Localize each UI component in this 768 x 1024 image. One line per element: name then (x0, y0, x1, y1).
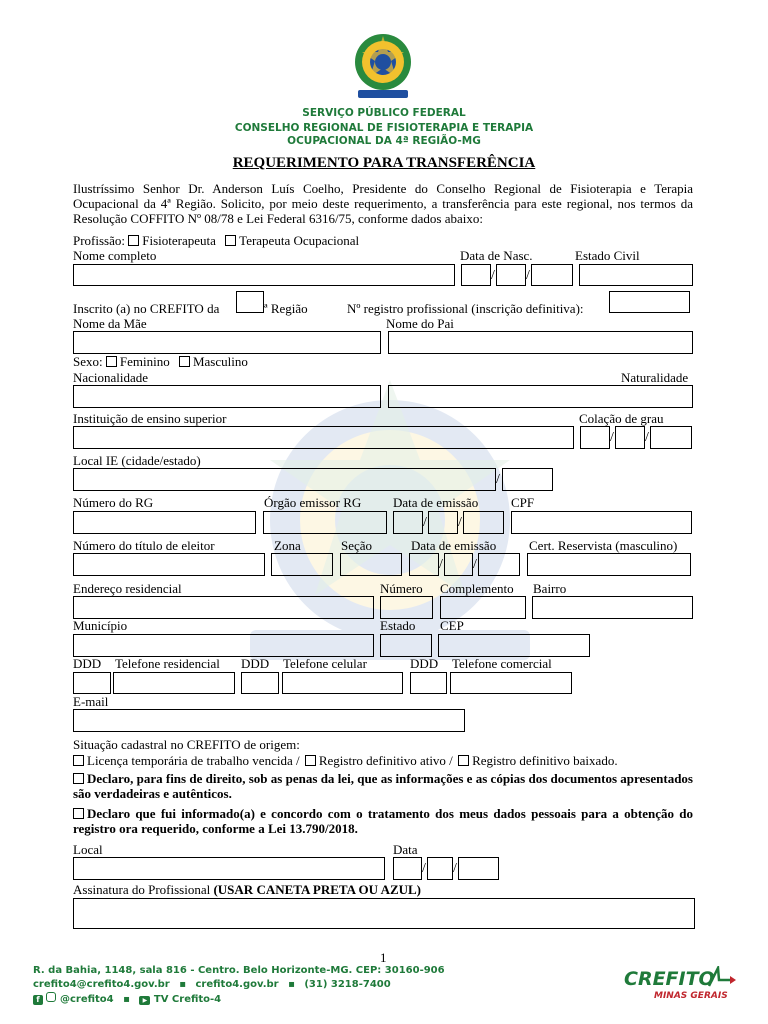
sexo-row (73, 354, 248, 369)
crefito-logo (624, 966, 744, 1006)
nome-mae-field[interactable] (73, 331, 381, 354)
local-label: Local (73, 842, 103, 857)
ddd-2-label: DDD (241, 656, 270, 671)
situacao-options (73, 753, 618, 768)
titulo-emissao-month-field[interactable] (444, 553, 473, 576)
instagram-icon[interactable] (46, 992, 56, 1002)
assinatura-label: Assinatura do Profissional (73, 882, 211, 897)
ddd-1-label: DDD (73, 656, 102, 671)
reservista-label: Cert. Reservista (masculino) (529, 538, 678, 553)
youtube-icon[interactable]: ▶ (139, 996, 150, 1005)
declaracao-1 (73, 771, 693, 801)
rg-emissao-day-field[interactable] (393, 511, 423, 534)
bairro-label: Bairro (533, 581, 567, 596)
estado-civil-field[interactable] (579, 264, 693, 286)
nacionalidade-label: Nacionalidade (73, 370, 149, 385)
date-separator: / (422, 861, 426, 876)
masculino-checkbox[interactable] (179, 356, 190, 367)
declaracao-2-text: Declaro que fui informado(a) e concordo com o tratamento dos meus dados pessoais para a obtenção do registro ora requerido, conforme a Lei 13.790/2018. (73, 806, 693, 836)
footer-social-line (33, 992, 221, 1006)
orgao-label: Órgão emissor RG (264, 495, 362, 510)
nome-pai-field[interactable] (388, 331, 693, 354)
tel-cel-label: Telefone celular (283, 656, 367, 671)
declaracao-2-checkbox[interactable] (73, 808, 84, 819)
date-separator: / (458, 515, 462, 530)
local-ie-label: Local IE (cidade/estado) (73, 453, 201, 468)
terapeuta-ocupacional-label: Terapeuta Ocupacional (239, 233, 360, 248)
assinatura-row (73, 882, 421, 897)
data-year-field[interactable] (458, 857, 499, 880)
inscrito-label: Inscrito (a) no CREFITO da (73, 301, 220, 316)
tel-res-field[interactable] (113, 672, 235, 694)
ddd-com-field[interactable] (410, 672, 447, 694)
rg-field[interactable] (73, 511, 256, 534)
assinatura-instruction: (USAR CANETA PRETA OU AZUL) (213, 882, 422, 897)
nome-completo-field[interactable] (73, 264, 455, 286)
secao-field[interactable] (340, 553, 402, 576)
header-line-1: SERVIÇO PÚBLICO FEDERAL (302, 107, 466, 119)
data-nasc-day-field[interactable] (461, 264, 491, 286)
date-separator: / (610, 430, 614, 445)
naturalidade-label: Naturalidade (621, 370, 689, 385)
tel-com-label: Telefone comercial (452, 656, 552, 671)
footer-social-handle[interactable]: @crefito4 (59, 994, 114, 1005)
footer-separator: ▪ (288, 979, 295, 990)
rg-label: Número do RG (73, 495, 154, 510)
footer-contact-line (33, 978, 391, 991)
licenca-vencida-label: Licença temporária de trabalho vencida / (87, 753, 300, 768)
data-nasc-month-field[interactable] (496, 264, 526, 286)
crefito-logo-subtitle: MINAS GERAIS (654, 991, 728, 1001)
coat-of-arms-logo (348, 30, 418, 102)
licenca-vencida-checkbox[interactable] (73, 755, 84, 766)
sexo-label: Sexo: (73, 354, 103, 369)
numero-field[interactable] (380, 596, 433, 619)
municipio-label: Município (73, 618, 128, 633)
terapeuta-ocupacional-checkbox[interactable] (225, 235, 236, 246)
date-separator: / (645, 430, 649, 445)
masculino-label: Masculino (192, 354, 248, 369)
endereco-label: Endereço residencial (73, 581, 182, 596)
footer-separator: ▪ (123, 994, 130, 1005)
nome-pai-label: Nome do Pai (386, 316, 454, 331)
date-separator: / (526, 268, 530, 283)
numero-label: Número (380, 581, 423, 596)
declaracao-2 (73, 806, 693, 836)
titulo-emissao-day-field[interactable] (409, 553, 439, 576)
cep-field[interactable] (438, 634, 590, 657)
nacionalidade-field[interactable] (73, 385, 381, 408)
feminino-label: Feminino (119, 354, 170, 369)
estado-label: Estado (380, 618, 416, 633)
regiao-label: ª Região (264, 301, 308, 316)
zona-label: Zona (274, 538, 301, 553)
data-nasc-year-field[interactable] (531, 264, 573, 286)
registro-baixado-checkbox[interactable] (458, 755, 469, 766)
registro-baixado-label: Registro definitivo baixado. (472, 753, 618, 768)
date-separator: / (439, 557, 443, 572)
feminino-checkbox[interactable] (106, 356, 117, 367)
situacao-label: Situação cadastral no CREFITO de origem: (73, 737, 300, 752)
ddd-res-field[interactable] (73, 672, 111, 694)
profissao-row (73, 233, 359, 248)
colacao-day-field[interactable] (580, 426, 610, 449)
colacao-month-field[interactable] (615, 426, 645, 449)
tel-com-field[interactable] (450, 672, 572, 694)
municipio-field[interactable] (73, 634, 374, 657)
crefito-logo-text: CREFITO (624, 968, 715, 990)
bairro-field[interactable] (532, 596, 693, 619)
footer-separator: ▪ (179, 979, 187, 990)
footer-address: R. da Bahia, 1148, sala 816 - Centro. Belo Horizonte-MG. CEP: 30160-906 (33, 965, 445, 976)
complemento-field[interactable] (440, 596, 526, 619)
cep-label: CEP (440, 618, 464, 633)
cpf-label: CPF (511, 495, 535, 510)
reservista-field[interactable] (527, 553, 691, 576)
header-line-2: CONSELHO REGIONAL DE FISIOTERAPIA E TERAPIA (234, 122, 534, 134)
registro-label: Nº registro profissional (inscrição definitiva): (347, 301, 584, 316)
page-number: 1 (380, 950, 387, 965)
page-title: REQUERIMENTO PARA TRANSFERÊNCIA (232, 155, 536, 171)
nome-mae-label: Nome da Mãe (73, 316, 147, 331)
secao-label: Seção (341, 538, 373, 553)
data-emissao-2-label: Data de emissão (411, 538, 497, 553)
titulo-field[interactable] (73, 553, 265, 576)
email-label: E-mail (73, 694, 109, 709)
date-separator: / (423, 515, 427, 530)
crefito-arrow-icon (706, 966, 736, 988)
city-state-separator: / (496, 472, 500, 487)
rg-emissao-year-field[interactable] (463, 511, 504, 534)
regiao-field[interactable] (236, 291, 264, 313)
date-separator: / (473, 557, 477, 572)
registro-ativo-checkbox[interactable] (305, 755, 316, 766)
header-line-3: OCUPACIONAL DA 4ª REGIÃO-MG (287, 135, 481, 147)
estado-civil-label: Estado Civil (575, 248, 640, 263)
tel-res-label: Telefone residencial (115, 656, 220, 671)
date-separator: / (453, 861, 457, 876)
declaracao-1-checkbox[interactable] (73, 773, 84, 784)
data-label: Data (393, 842, 418, 857)
footer-tv[interactable]: TV Crefito-4 (153, 994, 222, 1005)
cpf-field[interactable] (511, 511, 692, 534)
instituicao-label: Instituição de ensino superior (73, 411, 227, 426)
data-nasc-label: Data de Nasc. (460, 248, 533, 263)
assinatura-field[interactable] (73, 898, 695, 929)
profissao-label: Profissão: (73, 233, 125, 248)
registro-field[interactable] (609, 291, 690, 313)
endereco-field[interactable] (73, 596, 374, 619)
intro-paragraph: Ilustríssimo Senhor Dr. Anderson Luís Coelho, Presidente do Conselho Regional de Fisioterapia e Terapia Ocupacional da 4ª Região. Solicito, por meio deste requerimento, a transferência para este regional, nos termos da Resolução COFFITO Nº 08/78 e Lei Federal 6316/75, conforme dados abaixo: (73, 181, 693, 226)
ddd-cel-field[interactable] (241, 672, 279, 694)
complemento-label: Complemento (440, 581, 514, 596)
zona-field[interactable] (271, 553, 333, 576)
ddd-3-label: DDD (410, 656, 439, 671)
footer-phone: (31) 3218-7400 (304, 979, 391, 990)
footer-site[interactable]: crefito4.gov.br (195, 979, 279, 990)
data-month-field[interactable] (427, 857, 453, 880)
colacao-label: Colação de grau (579, 411, 664, 426)
registro-ativo-label: Registro definitivo ativo / (318, 753, 453, 768)
orgao-field[interactable] (263, 511, 387, 534)
colacao-year-field[interactable] (650, 426, 692, 449)
data-emissao-label: Data de emissão (393, 495, 479, 510)
naturalidade-field[interactable] (388, 385, 693, 408)
local-ie-city-field[interactable] (73, 468, 496, 491)
titulo-label: Número do título de eleitor (73, 538, 215, 553)
local-field[interactable] (73, 857, 385, 880)
facebook-icon[interactable]: f (33, 995, 43, 1005)
declaracao-1-text: Declaro, para fins de direito, sob as penas da lei, que as informações e as cópias dos documentos apresentados são verdadeiras e autênticos. (73, 771, 693, 801)
fisioterapeuta-checkbox[interactable] (128, 235, 139, 246)
email-field[interactable] (73, 709, 465, 732)
fisioterapeuta-label: Fisioterapeuta (142, 233, 216, 248)
local-ie-state-field[interactable] (502, 468, 553, 491)
estado-field[interactable] (380, 634, 432, 657)
date-separator: / (491, 268, 495, 283)
footer-email[interactable]: crefito4@crefito4.gov.br (33, 979, 170, 990)
titulo-emissao-year-field[interactable] (478, 553, 520, 576)
data-day-field[interactable] (393, 857, 422, 880)
tel-cel-field[interactable] (282, 672, 403, 694)
rg-emissao-month-field[interactable] (428, 511, 458, 534)
nome-completo-label: Nome completo (73, 248, 157, 263)
instituicao-field[interactable] (73, 426, 574, 449)
